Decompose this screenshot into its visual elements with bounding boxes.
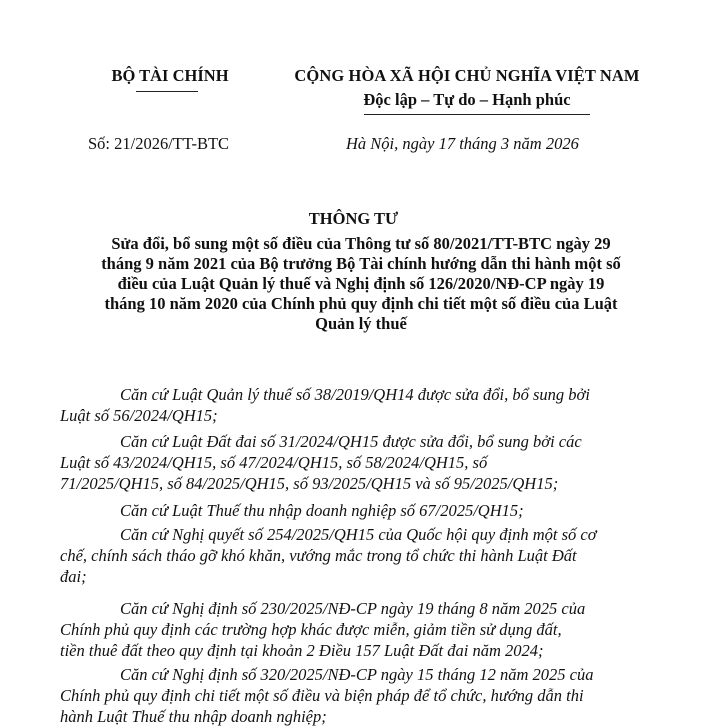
legal-basis-paragraph xyxy=(60,598,662,661)
basis-line: Căn cứ Luật Thuế thu nhập doanh nghiệp số 67/2025/QH15; xyxy=(120,501,524,520)
national-motto: Độc lập – Tự do – Hạnh phúc xyxy=(363,90,571,109)
legal-basis-paragraph xyxy=(60,500,662,521)
subject-line: điều của Luật Quản lý thuế và Nghị định số 126/2020/NĐ-CP ngày 19 xyxy=(117,274,605,293)
document-number: Số: 21/2026/TT-BTC xyxy=(88,134,230,153)
legal-basis-paragraph xyxy=(60,431,662,494)
basis-line: Căn cứ Luật Đất đai số 31/2024/QH15 được sửa đổi, bổ sung bởi các xyxy=(120,432,582,451)
basis-line: 71/2025/QH15, số 84/2025/QH15, số 93/2025/QH15 và số 95/2025/QH15; xyxy=(60,474,559,493)
subject-line: tháng 9 năm 2021 của Bộ trưởng Bộ Tài chính hướng dẫn thi hành một số xyxy=(101,254,621,273)
basis-line: tiền thuê đất theo quy định tại khoản 2 Điều 157 Luật Đất đai năm 2024; xyxy=(60,641,544,660)
basis-line: đai; xyxy=(60,567,87,586)
basis-line: Căn cứ Luật Quản lý thuế số 38/2019/QH14 được sửa đổi, bổ sung bởi xyxy=(120,385,590,404)
basis-line: Luật số 56/2024/QH15; xyxy=(60,406,218,425)
basis-line: hành Luật Thuế thu nhập doanh nghiệp; xyxy=(60,707,327,726)
basis-line: Luật số 43/2024/QH15, số 47/2024/QH15, số 58/2024/QH15, số xyxy=(60,453,488,472)
legal-basis-paragraph xyxy=(60,524,662,587)
subject-line: tháng 10 năm 2020 của Chính phủ quy định chi tiết một số điều của Luật xyxy=(104,294,618,313)
document-subject xyxy=(60,234,662,334)
motto-underline xyxy=(364,114,590,115)
subject-line: Quản lý thuế xyxy=(315,314,407,333)
basis-line: Chính phủ quy định các trường hợp khác được miễn, giảm tiền sử dụng đất, xyxy=(60,620,562,639)
document-type: THÔNG TƯ xyxy=(308,209,399,228)
issuing-agency: BỘ TÀI CHÍNH xyxy=(111,66,229,85)
basis-line: Căn cứ Nghị quyết số 254/2025/QH15 của Quốc hội quy định một số cơ xyxy=(120,525,597,544)
basis-line: chế, chính sách tháo gỡ khó khăn, vướng mắc trong tổ chức thi hành Luật Đất xyxy=(60,546,577,565)
national-title: CỘNG HÒA XÃ HỘI CHỦ NGHĨA VIỆT NAM xyxy=(294,66,640,85)
legal-basis-paragraph xyxy=(60,384,662,426)
subject-line: Sửa đổi, bổ sung một số điều của Thông tư số 80/2021/TT-BTC ngày 29 xyxy=(111,234,611,253)
basis-line: Chính phủ quy định chi tiết một số điều và biện pháp để tổ chức, hướng dẫn thi xyxy=(60,686,584,705)
basis-line: Căn cứ Nghị định số 230/2025/NĐ-CP ngày 19 tháng 8 năm 2025 của xyxy=(120,599,586,618)
place-date: Hà Nội, ngày 17 tháng 3 năm 2026 xyxy=(346,134,579,153)
basis-line: Căn cứ Nghị định số 320/2025/NĐ-CP ngày 15 tháng 12 năm 2025 của xyxy=(120,665,594,684)
legal-basis-paragraph xyxy=(60,664,662,727)
agency-underline xyxy=(136,91,198,92)
